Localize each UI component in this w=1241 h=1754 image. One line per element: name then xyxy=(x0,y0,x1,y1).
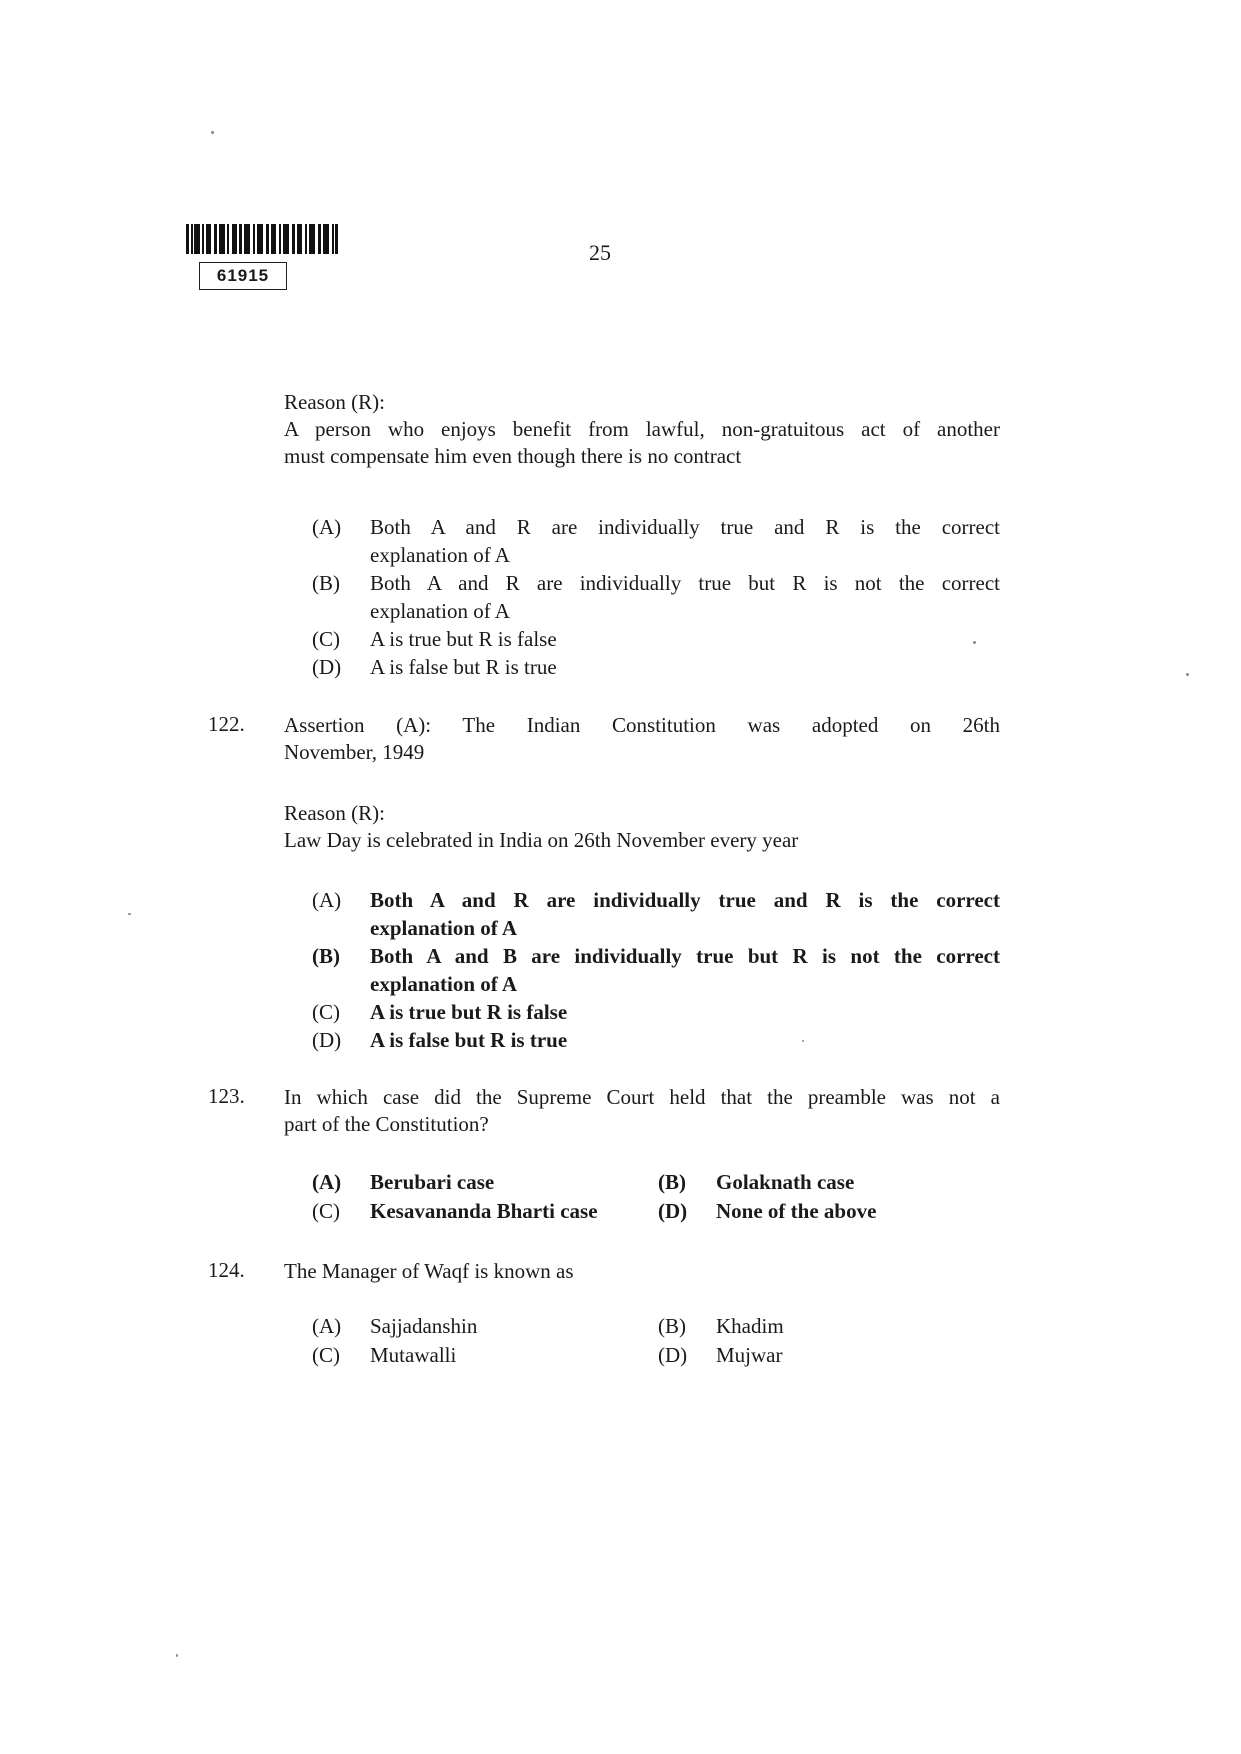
q122-number: 122. xyxy=(208,712,245,736)
q124-question: The Manager of Waqf is known as xyxy=(284,1259,574,1283)
q124-options xyxy=(312,1312,1004,1370)
scan-speck xyxy=(802,1040,804,1042)
q124-number: 124. xyxy=(208,1258,245,1282)
option-letter: (B) xyxy=(658,1170,686,1194)
option-text: A is false but R is true xyxy=(370,655,557,679)
q122-option-d[interactable] xyxy=(312,1026,1000,1054)
q122-assertion-line2: November, 1949 xyxy=(284,740,425,764)
option-letter: (A) xyxy=(312,888,342,912)
option-letter: (B) xyxy=(312,571,340,595)
page-number: 25 xyxy=(589,240,611,265)
option-letter: (C) xyxy=(312,1199,340,1223)
option-text-cont: explanation of A xyxy=(370,543,510,567)
q122-reason xyxy=(284,800,1000,854)
option-text: Khadim xyxy=(716,1314,784,1338)
scan-speck xyxy=(211,131,214,134)
q123-option-a[interactable] xyxy=(312,1168,658,1197)
option-text-cont: explanation of A xyxy=(370,916,518,940)
option-text: A is true but R is false xyxy=(370,627,557,651)
q124-option-c[interactable] xyxy=(312,1341,658,1370)
q121-reason-line2: must compensate him even though there is no contract xyxy=(284,444,742,468)
option-text: Both A and R are individually true but R is not the correct xyxy=(370,571,1000,595)
option-letter: (D) xyxy=(312,655,342,679)
q123-number: 123. xyxy=(208,1084,245,1108)
q122-assertion xyxy=(284,712,1000,766)
scan-speck xyxy=(973,641,976,644)
option-text-cont: explanation of A xyxy=(370,599,510,623)
option-letter: (C) xyxy=(312,627,340,651)
q121-options xyxy=(312,513,1000,681)
option-text: Both A and R are individually true and R is the correct xyxy=(370,888,1000,912)
booklet-code: 61915 xyxy=(199,262,287,290)
option-letter: (A) xyxy=(312,1170,342,1194)
q123-question-line2: part of the Constitution? xyxy=(284,1112,489,1136)
q121-option-b[interactable] xyxy=(312,569,1000,625)
option-letter: (D) xyxy=(312,1028,342,1052)
q121-reason xyxy=(284,389,1000,470)
option-letter: (C) xyxy=(312,1000,340,1024)
q123-question xyxy=(284,1084,1000,1138)
barcode-image xyxy=(186,224,338,254)
q123-option-d[interactable] xyxy=(658,1197,1004,1226)
q121-reason-line1: A person who enjoys benefit from lawful, non-gratuitous act of another xyxy=(284,417,1000,441)
q123-question-line1: In which case did the Supreme Court held that the preamble was not a xyxy=(284,1085,1000,1109)
q123-option-b[interactable] xyxy=(658,1168,1004,1197)
option-letter: (C) xyxy=(312,1343,340,1367)
option-text: Berubari case xyxy=(370,1170,495,1194)
q124-option-d[interactable] xyxy=(658,1341,1004,1370)
option-letter: (A) xyxy=(312,1314,342,1338)
option-text-cont: explanation of A xyxy=(370,972,518,996)
q122-reason-label: Reason (R): xyxy=(284,801,385,825)
option-letter: (D) xyxy=(658,1199,688,1223)
scan-speck xyxy=(1186,673,1189,676)
option-text: None of the above xyxy=(716,1199,877,1223)
option-text: A is false but R is true xyxy=(370,1028,568,1052)
option-text: Both A and B are individually true but R is not the correct xyxy=(370,944,1000,968)
option-text: Golaknath case xyxy=(716,1170,855,1194)
scan-speck xyxy=(128,913,131,915)
option-letter: (B) xyxy=(312,944,340,968)
q123-option-c[interactable] xyxy=(312,1197,658,1226)
option-text: Mutawalli xyxy=(370,1343,457,1367)
q122-assertion-line1: Assertion (A): The Indian Constitution was adopted on 26th xyxy=(284,713,1000,737)
q124-option-a[interactable] xyxy=(312,1312,658,1341)
option-text: A is true but R is false xyxy=(370,1000,568,1024)
q122-option-a[interactable] xyxy=(312,886,1000,942)
option-letter: (B) xyxy=(658,1314,686,1338)
q122-options xyxy=(312,886,1000,1054)
option-text: Mujwar xyxy=(716,1343,783,1367)
option-letter: (A) xyxy=(312,515,342,539)
option-text: Kesavananda Bharti case xyxy=(370,1199,598,1223)
q121-option-d[interactable] xyxy=(312,653,1000,681)
q121-option-a[interactable] xyxy=(312,513,1000,569)
q121-reason-label: Reason (R): xyxy=(284,390,385,414)
q121-option-c[interactable] xyxy=(312,625,1000,653)
q122-option-c[interactable] xyxy=(312,998,1000,1026)
q123-options xyxy=(312,1168,1004,1226)
option-text: Sajjadanshin xyxy=(370,1314,478,1338)
q122-option-b[interactable] xyxy=(312,942,1000,998)
option-letter: (D) xyxy=(658,1343,688,1367)
option-text: Both A and R are individually true and R is the correct xyxy=(370,515,1000,539)
q122-reason-line1: Law Day is celebrated in India on 26th November every year xyxy=(284,828,799,852)
scan-speck xyxy=(176,1654,178,1657)
q124-option-b[interactable] xyxy=(658,1312,1004,1341)
